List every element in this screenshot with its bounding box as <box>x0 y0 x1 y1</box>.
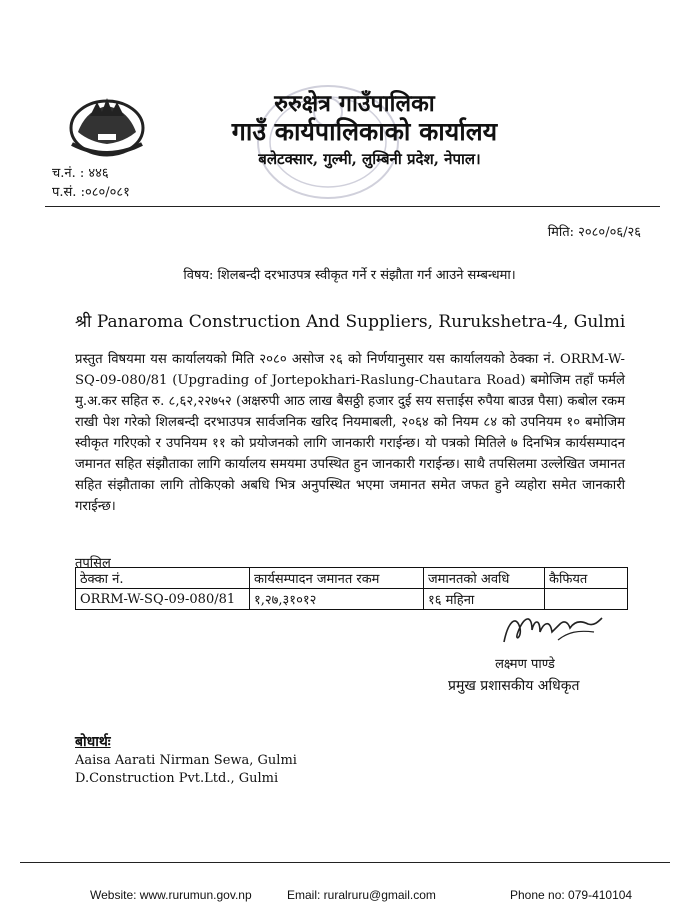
signer-title: प्रमुख प्रशासकीय अधिकृत <box>448 678 580 694</box>
handwritten-signature <box>498 602 606 654</box>
footer-divider <box>20 862 670 863</box>
footer-phone: Phone no: 079-410104 <box>510 888 633 902</box>
org-name-line1: रुरुक्षेत्र गाउँपालिका <box>274 90 435 117</box>
signer-name: लक्ष्मण पाण्डे <box>495 657 555 672</box>
footer-website: Website: www.rurumun.gov.np <box>90 888 252 902</box>
cell-guarantee-amount: १,२७,३१०१२ <box>250 589 424 610</box>
header-divider <box>45 206 660 207</box>
fiscal-year: प.सं. :०८०/०८१ <box>52 185 130 200</box>
footer-email: Email: ruralruru@gmail.com <box>287 888 436 902</box>
cc-item: D.Construction Pvt.Ltd., Gulmi <box>75 771 279 786</box>
cell-guarantee-period: १६ महिना <box>424 589 545 610</box>
letter-date: मिति: २०८०/०६/२६ <box>547 225 641 240</box>
reference-number: च.नं. : ४४६ <box>52 166 109 181</box>
header-guarantee-period: जमानतको अवधि <box>424 568 545 589</box>
cc-item: Aaisa Aarati Nirman Sewa, Gulmi <box>75 753 297 768</box>
header-contract-no: ठेक्का नं. <box>76 568 250 589</box>
letter-subject: विषय: शिलबन्दी दरभाउपत्र स्वीकृत गर्ने र संझौता गर्न आउने सम्बन्धमा। <box>183 268 516 283</box>
header-remarks: कैफियत <box>545 568 628 589</box>
letter-body: प्रस्तुत विषयमा यस कार्यालयको मिति २०८० असोज २६ को निर्णयानुसार यस कार्यालयको ठेक्का नं. ORRM-W-SQ-09-080/81 (Upgrading of Jortepokhari-Raslung-Chautara Road) बमोजिम तहाँ फर्मले मु.अ.कर सहित रु. ८,६२,२२७५२ (अक्षरुपी आठ लाख बैसठ्ठी हजार दुई सय सत्ताईस रुपैया बाउन्न पैसा) कबोल रकम राखी पेश गरेको शिलबन्दी दरभाउपत्र सार्वजनिक खरिद नियमाबली, २०६४ को नियम ८४ को उपनियम १० बमोजिम स्वीकृत गरिएको र उपनियम ११ को प्रयोजनको लागि जानकारी गराईन्छ। यो पत्रको मितिले ७ दिनभित्र कार्यसम्पादन जमानत सहित संझौताका लागि कार्यालय समयमा उपस्थित हुन जानकारी गराईन्छ। साथै तपसिलमा उल्लेखित जमानत सहित संझौताका लागि तोकिएको अबधि भित्र अनुपस्थित भएमा जमानत समेत जफत हुने व्यहोरा समेत जानकारी गराईन्छ। <box>75 352 625 514</box>
details-label: तपसिल <box>75 556 111 571</box>
cc-heading: बोधार्थः <box>75 734 111 750</box>
details-table-header <box>76 568 628 589</box>
header-guarantee-amount: कार्यसम्पादन जमानत रकम <box>250 568 424 589</box>
org-name-line2: गाउँ कार्यपालिकाको कार्यालय <box>231 117 498 146</box>
recipient: श्री Panaroma Construction And Suppliers, Rurukshetra-4, Gulmi <box>75 312 626 332</box>
org-address: बलेटक्सार, गुल्मी, लुम्बिनी प्रदेश, नेपाल। <box>258 150 481 168</box>
cell-contract-no: ORRM-W-SQ-09-080/81 <box>76 589 250 610</box>
